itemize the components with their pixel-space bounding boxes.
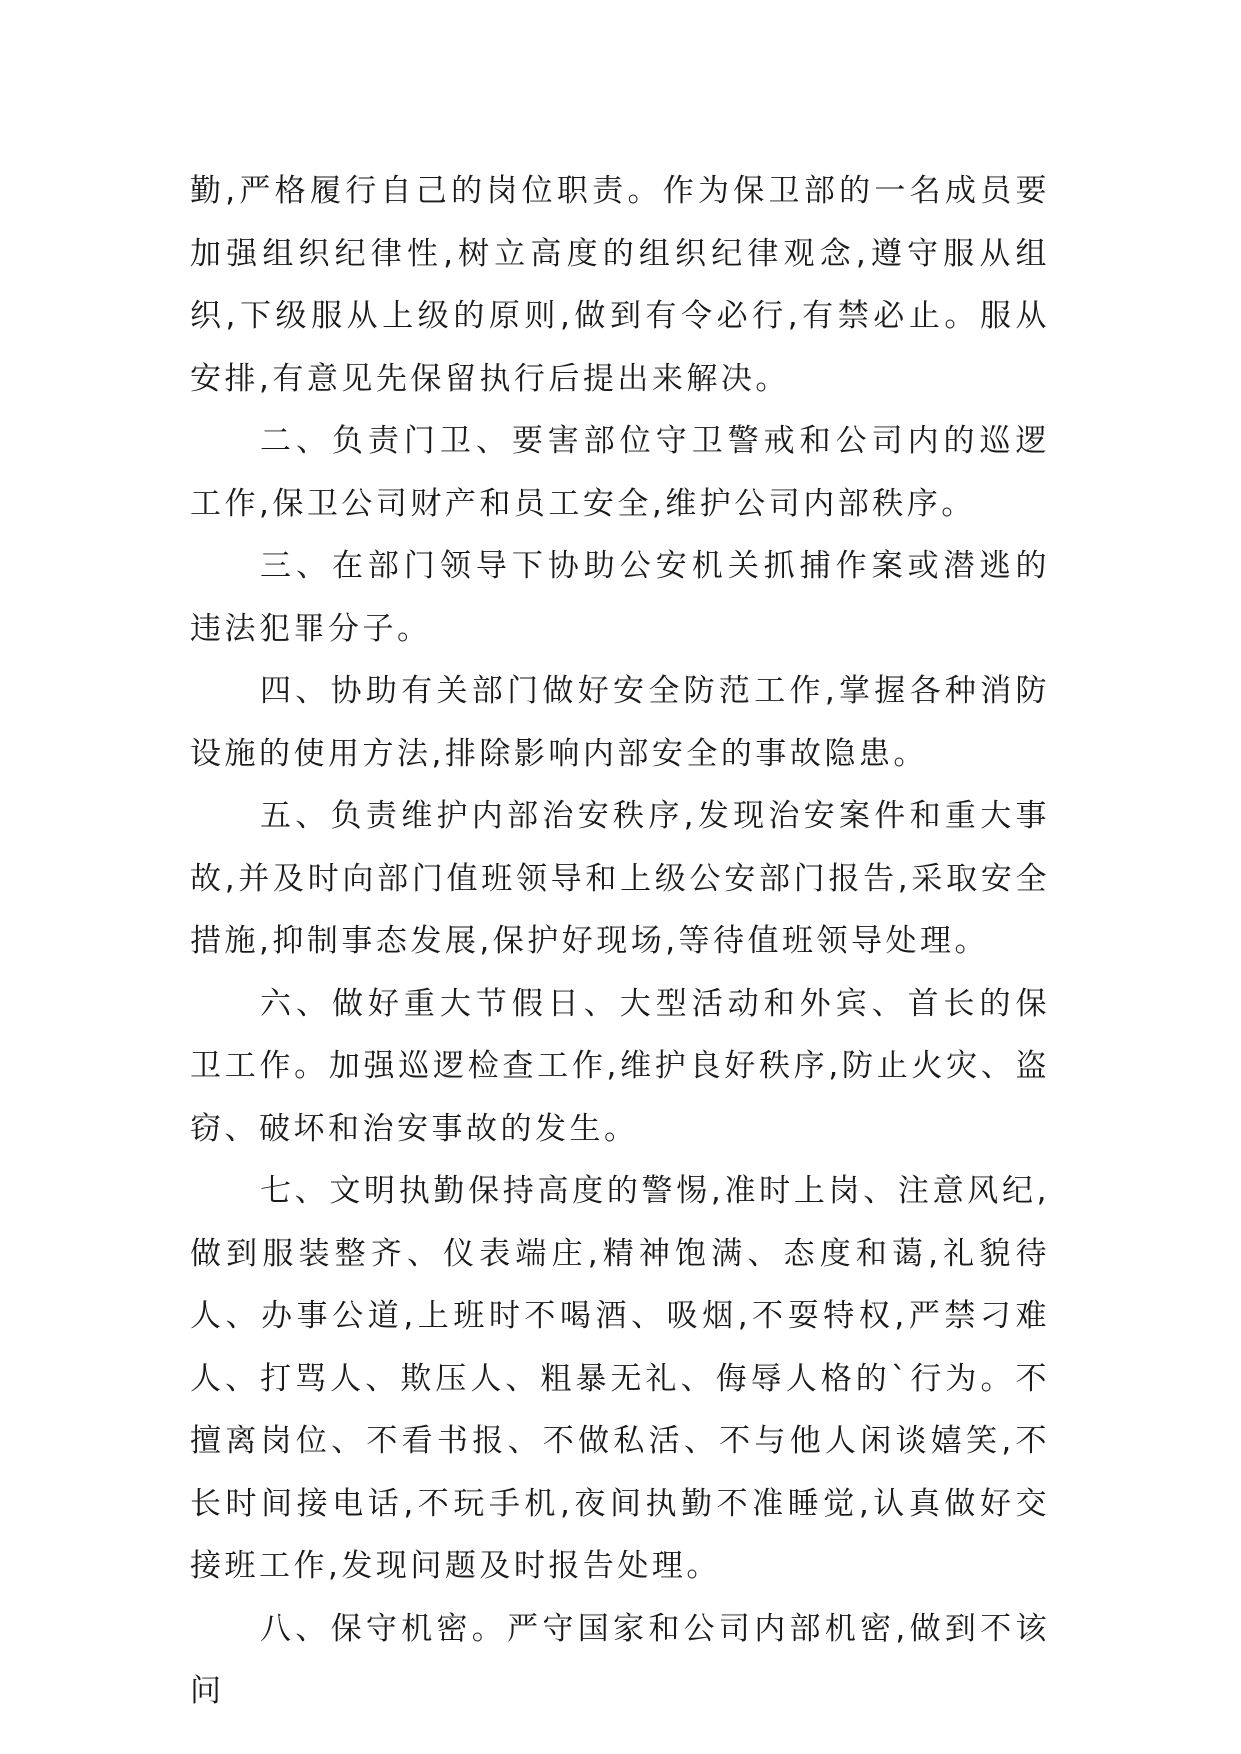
paragraph-item-6: 六、做好重大节假日、大型活动和外宾、首长的保卫工作。加强巡逻检查工作,维护良好秩序,防止火灾、盗窃、破坏和治安事故的发生。 bbox=[190, 985, 1050, 1147]
paragraph-item-5: 五、负责维护内部治安秩序,发现治安案件和重大事故,并及时向部门值班领导和上级公安部门报告,采取安全措施,抑制事态发展,保护好现场,等待值班领导处理。 bbox=[190, 798, 1050, 959]
paragraph-item-3: 三、在部门领导下协助公安机关抓捕作案或潜逃的违法犯罪分子。 bbox=[190, 548, 1050, 647]
paragraph-item-7: 七、文明执勤保持高度的警惕,准时上岗、注意风纪,做到服装整齐、仪表端庄,精神饱满、态度和蔼,礼貌待人、办事公道,上班时不喝酒、吸烟,不耍特权,严禁刁难人、打骂人、欺压人、粗暴无礼、侮辱人格的`行为。不擅离岗位、不看书报、不做私活、不与他人闲谈嬉笑,不长时间接电话,不玩手机,夜间执勤不准睡觉,认真做好交接班工作,发现问题及时报告处理。 bbox=[190, 1173, 1050, 1584]
paragraph-continuation: 勤,严格履行自己的岗位职责。作为保卫部的一名成员要加强组织纪律性,树立高度的组织纪律观念,遵守服从组织,下级服从上级的原则,做到有令必行,有禁必止。服从安排,有意见先保留执行后提出来解决。 bbox=[190, 173, 1050, 397]
paragraph-item-4: 四、协助有关部门做好安全防范工作,掌握各种消防设施的使用方法,排除影响内部安全的事故隐患。 bbox=[190, 673, 1050, 772]
paragraph-item-8: 八、保守机密。严守国家和公司内部机密,做到不该问 bbox=[190, 1610, 1050, 1709]
document-body bbox=[190, 160, 1050, 1723]
paragraph-item-2: 二、负责门卫、要害部位守卫警戒和公司内的巡逻工作,保卫公司财产和员工安全,维护公司内部秩序。 bbox=[190, 423, 1050, 522]
